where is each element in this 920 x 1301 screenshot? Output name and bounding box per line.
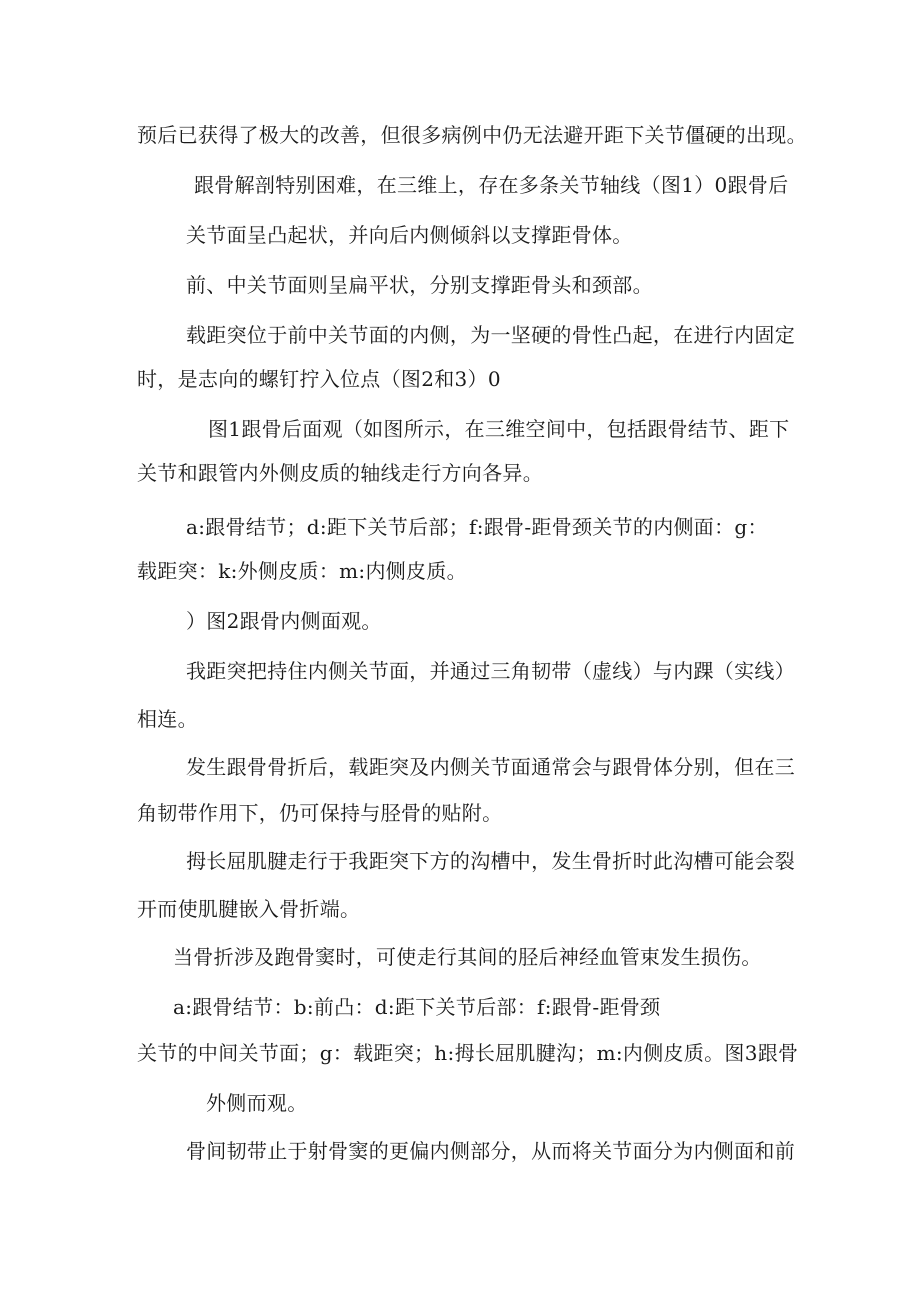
text-line-1: 预后已获得了极大的改善，但很多病例中仍无法避开距下关节僵硬的出现。 [137, 123, 807, 147]
text-line-15: 角韧带作用下，仍可保持与胫骨的贴附。 [137, 801, 503, 825]
text-line-16: 拇长屈肌腱走行于我距突下方的沟槽中，发生骨折时此沟槽可能会裂 [186, 849, 795, 873]
text-line-14: 发生跟骨骨折后，载距突及内侧关节面通常会与跟骨体分别，但在三 [186, 755, 795, 779]
text-line-4: 前、中关节面则呈扁平状，分别支撑距骨头和颈部。 [186, 273, 653, 297]
text-line-11: ）图2跟骨内侧面观。 [186, 609, 382, 633]
text-line-9: a:跟骨结节；d:距下关节后部；f:跟骨-距骨颈关节的内侧面：g： [186, 515, 768, 539]
text-line-7: 图1跟骨后面观（如图所示，在三维空间中，包括跟骨结节、距下 [208, 417, 790, 441]
text-line-3: 关节面呈凸起状，并向后内侧倾斜以支撑距骨体。 [186, 223, 633, 247]
text-line-22: 骨间韧带止于射骨窦的更偏内侧部分，从而将关节面分为内侧面和前 [186, 1139, 795, 1163]
text-line-12: 我距突把持住内侧关节面，并通过三角韧带（虚线）与内踝（实线） [186, 659, 795, 683]
text-line-13: 相连。 [137, 707, 198, 731]
text-line-21: 外侧而观。 [206, 1091, 308, 1115]
text-line-19: a:跟骨结节：b:前凸：d:距下关节后部：f:跟骨-距骨颈 [173, 995, 661, 1019]
text-line-18: 当骨折涉及跑骨窦时，可使走行其间的胫后神经血管束发生损伤。 [173, 945, 762, 969]
text-line-8: 关节和跟管内外侧皮质的轴线走行方向各异。 [137, 461, 543, 485]
text-line-10: 载距突：k:外侧皮质：m:内侧皮质。 [137, 559, 467, 583]
text-line-5: 载距突位于前中关节面的内侧，为一坚硬的骨性凸起，在进行内固定 [186, 323, 795, 347]
text-line-17: 开而使肌腱嵌入骨折端。 [137, 897, 361, 921]
text-line-2: 跟骨解剖特别困难，在三维上，存在多条关节轴线（图1）0跟骨后 [194, 173, 789, 197]
text-line-20: 关节的中间关节面；g：载距突；h:拇长屈肌腱沟；m:内侧皮质。图3跟骨 [137, 1041, 799, 1065]
text-line-6: 时，是志向的螺钉拧入位点（图2和3）0 [137, 367, 501, 391]
